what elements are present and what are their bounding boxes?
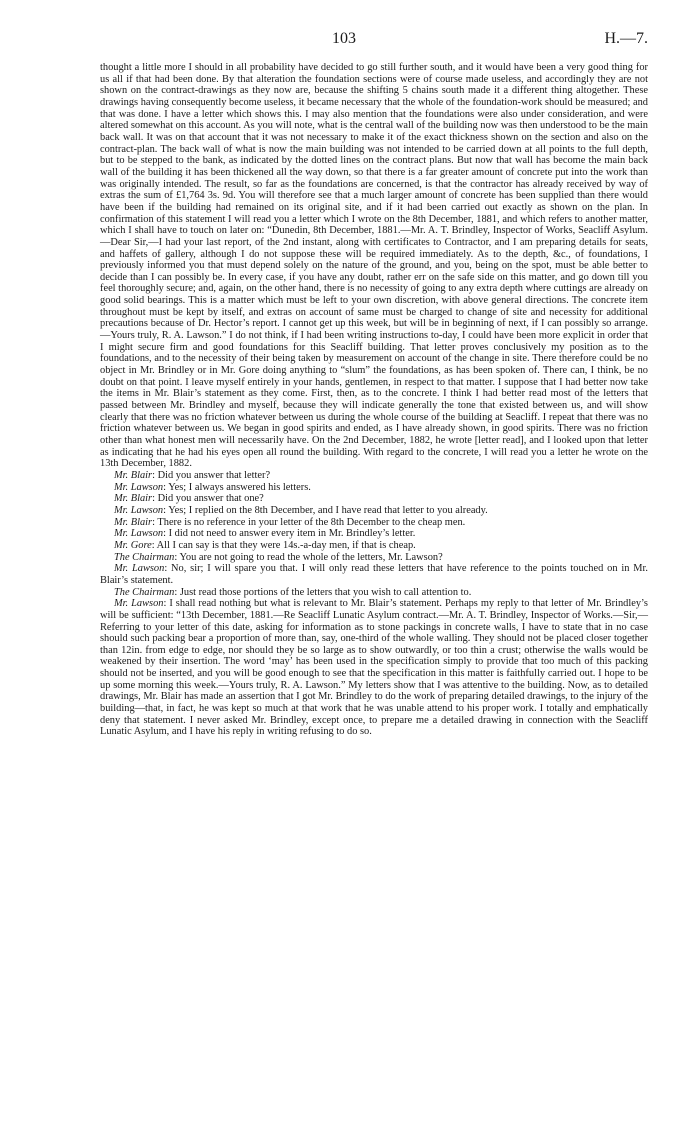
dialogue-text: : Did you answer that letter? [152, 469, 271, 481]
dialogue-line [100, 505, 648, 517]
speaker-name: Mr. Gore [114, 539, 152, 551]
speaker-name: Mr. Lawson [114, 563, 165, 575]
dialogue-line [100, 552, 648, 564]
page-header [100, 30, 648, 50]
dialogue-line [100, 517, 648, 529]
paragraph [100, 62, 648, 470]
speaker-name: Mr. Lawson [114, 481, 164, 493]
speaker-name: Mr. Lawson [114, 504, 164, 516]
dialogue-text: : Yes; I replied on the 8th December, and I have read that letter to you already. [163, 504, 488, 516]
speaker-name: Mr. Blair [114, 493, 153, 505]
paragraph-text: thought a little more I should in all probability have decided to go still further south, and it would have been a very good thing for us all if that had been done. By that alteration the foundation sections were of course made useless, and accordingly they are not shown on the contract-drawings as they now are, because the shifting 5 chains south made it a different thing altogether. These drawings having consequently become useless, it became necessary that the whole of the foundation-work should be measured; and that was done. I have a letter which shows this. I may also mention that the foundations were also under consideration, and were altered somewhat on this account. As you will note, what is the central wall of the building now was then understood to be the main back wall. It was on that account that it was not necessary to make it of the exact thickness shown on the section and also on the contract-plan. The back wall of what is now the main building was not intended to be carried down at all points to the full depth, but to be stepped to the bank, as indicated by the dotted lines on the contract plans. But now that wall has become the main back wall of the building it has been thickened all the way down, so that there is a far greater amount of concrete put into the work than was originally intended. The result, so far as the foundations are concerned, is that the contractor has already received by way of extras the sum of £1,764 3s. 9d. You will therefore see that a much larger amount of concrete has been supplied than there would have been if the building had remained on its original site, and if it had been carried out exactly as shown on the plan. In confirmation of this statement I will read you a letter which I wrote on the 8th December, 1881, and which refers to another matter, which I shall have to touch on later on: “Dunedin, 8th December, 1881.—Mr. A. T. Brindley, Inspector of Works, Seacliff Asylum.—Dear Sir,—I had your last report, of the 2nd instant, along with certificates to Contractor, and I am preparing details for seats, and haffets of gallery, although I do not suppose these will be required immediately. As to the depth, &c., of foundations, I previously informed you that must depend solely on the nature of the ground, and you, being on the spot, must be able better to decide than I can possibly be. In every case, if you have any doubt, rather err on the safe side on this matter, and go down till you feel thoroughly secure; and, again, on the other hand, there is no necessity of going to any extra depth where cuttings are already on good solid bearings. This is a matter which must be left to your own discretion, with above general directions. The concrete item throughout must be kept by itself, and extras on account of same must be charged to change of site and necessity for additional precautions because of Dr. Hector’s report. I cannot get up this week, but will be in beginning of next, if I can possibly so arrange.—Yours truly, R. A. Lawson.” I do not think, if I had been writing instructions to-day, I could have been more explicit in order that I might secure firm and good foundations for this Seacliff building. That letter proves conclusively my position as to the foundations, and to the necessity of their being taken by measurement on account of the change in site. There therefore could be no object in Mr. Brindley or in Mr. Gore doing anything to “slum” the foundations, as has been spoken of. There can, I think, be no doubt on that point. I leave myself entirely in your hands, gentlemen, in respect to that matter. I suppose that I had better now take the items in Mr. Blair’s statement as they come. First, then, as to the concrete. I think I had better read most of the letters that passed between Mr. Brindley and myself, because they will indicate generally the tone that existed between us, and will show clearly that there was no friction whatever between us during the whole course of the building at Seacliff. I repeat that there was no friction whatever between us. We began in good spirits and ended, as I have already shown, in good spirits. There was no friction other than what honest men will necessarily have. On the 2nd December, 1882, he wrote [letter read], and I looked upon that letter as indicating that he had his eyes open all round the building. With regard to the concrete, I will read you a letter he wrote on the 13th December, 1882. [100, 62, 648, 470]
dialogue-text: : Just read those portions of the letters that you wish to call attention to. [174, 586, 472, 598]
speaker-name: Mr. Lawson [114, 528, 164, 540]
dialogue-line [100, 598, 648, 738]
dialogue-line [100, 493, 648, 505]
dialogue-line [100, 482, 648, 494]
document-reference: H.—7. [604, 30, 648, 47]
speaker-name: Mr. Blair [114, 516, 153, 528]
dialogue-line [100, 563, 648, 586]
speaker-name: Mr. Lawson [114, 598, 164, 610]
dialogue-line [100, 470, 648, 482]
dialogue-text: : I shall read nothing but what is relevant to Mr. Blair’s statement. Perhaps my reply to that letter of Mr. Brindley’s will be sufficient: “13th December, 1881.—Re Seacliff Lunatic Asylum contract.—Mr. A. T. Brindley, Inspector of Works.—Sir,—Referring to your letter of this date, asking for information as to stone packings in concrete walls, I have to state that in no case should such packing bear a proportion of more than, say, one-third of the whole walling. They should not be placed closer together than 12in. from edge to edge, nor should they be so large as to show outwardly, or too thin a crust; otherwise the walls would be weakened by their insertion. The word ‘may’ has been used in the specification simply to provide that too much of this packing should not be inserted, and you will be good enough to see that the specification in this matter is faithfully carried out. I hope to be up some morning this week.—Yours truly, R. A. Lawson.” My letters show that I was attentive to the building. Now, as to detailed drawings, Mr. Blair has made an assertion that I got Mr. Brindley to do the work of preparing detailed drawings, to the injury of the building—that, in fact, he was kept so much at that work that he was unable attend to his proper work. I totally and emphatically deny that statement. I never asked Mr. Brindley, except once, to prepare me a detailed drawing in connection with the Seacliff Lunatic Asylum, and I have his reply in writing refusing to do so. [100, 598, 648, 738]
dialogue-text: : Yes; I always answered his letters. [163, 481, 311, 493]
dialogue-line [100, 587, 648, 599]
speaker-name: The Chairman [114, 586, 175, 598]
document-body [100, 62, 648, 738]
dialogue-text: : No, sir; I will spare you that. I will only read these letters that have reference to the points touched on in Mr. Blair’s statement. [100, 563, 648, 586]
dialogue-text: : You are not going to read the whole of the letters, Mr. Lawson? [174, 551, 443, 563]
speaker-name: The Chairman [114, 551, 175, 563]
dialogue-line [100, 528, 648, 540]
dialogue-text: : I did not need to answer every item in Mr. Brindley’s letter. [163, 528, 416, 540]
page-number: 103 [332, 30, 356, 47]
dialogue-text: : Did you answer that one? [152, 493, 264, 505]
dialogue-line [100, 540, 648, 552]
dialogue-text: : All I can say is that they were 14s.-a-day men, if that is cheap. [151, 539, 416, 551]
speaker-name: Mr. Blair [114, 469, 153, 481]
dialogue-text: : There is no reference in your letter of the 8th December to the cheap men. [152, 516, 466, 528]
